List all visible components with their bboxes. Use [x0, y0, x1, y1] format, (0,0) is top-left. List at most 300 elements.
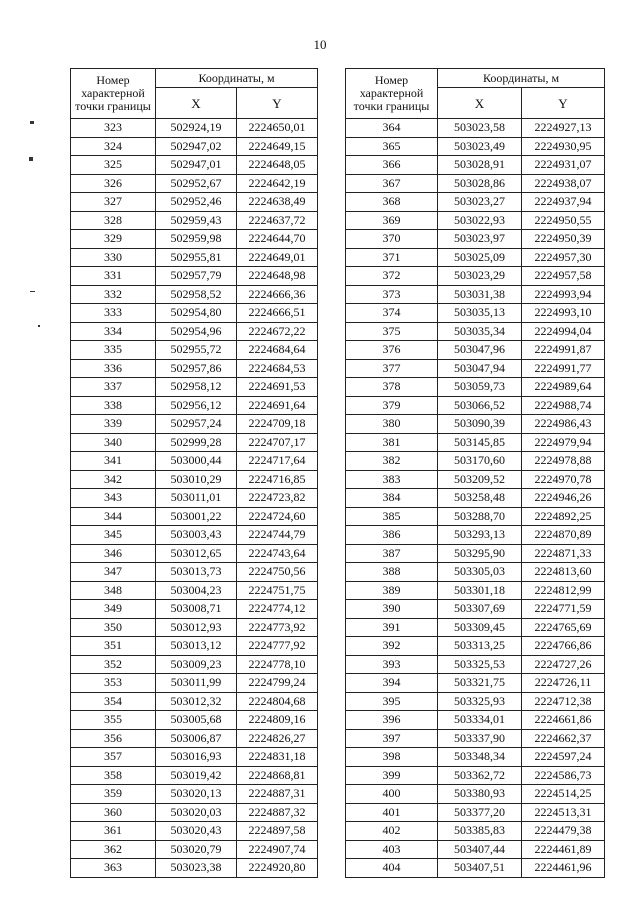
x-coordinate-cell: 502955,72 [156, 341, 237, 360]
point-number-cell: 350 [71, 618, 156, 637]
x-coordinate-cell: 503407,51 [438, 859, 522, 878]
table-row [71, 396, 318, 415]
x-coordinate-cell: 503012,32 [156, 692, 237, 711]
point-number-cell: 360 [71, 803, 156, 822]
y-coordinate-cell: 2224938,07 [522, 174, 605, 193]
y-coordinate-cell: 2224724,60 [237, 507, 318, 526]
point-number-cell: 374 [346, 304, 438, 323]
table-row [71, 600, 318, 619]
point-number-cell: 341 [71, 452, 156, 471]
point-number-cell: 357 [71, 748, 156, 767]
point-number-cell: 346 [71, 544, 156, 563]
y-coordinate-cell: 2224723,82 [237, 489, 318, 508]
x-coordinate-cell: 503023,49 [438, 137, 522, 156]
point-number-cell: 382 [346, 452, 438, 471]
x-coordinate-cell: 503020,13 [156, 785, 237, 804]
point-number-cell: 387 [346, 544, 438, 563]
x-coordinate-cell: 503028,91 [438, 156, 522, 175]
table-row [346, 341, 605, 360]
table-row [346, 304, 605, 323]
table-row [71, 711, 318, 730]
y-coordinate-cell: 2224826,27 [237, 729, 318, 748]
x-coordinate-cell: 502999,28 [156, 433, 237, 452]
table-row [346, 322, 605, 341]
y-coordinate-cell: 2224930,95 [522, 137, 605, 156]
point-number-cell: 337 [71, 378, 156, 397]
y-coordinate-cell: 2224927,13 [522, 119, 605, 138]
y-coordinate-cell: 2224991,77 [522, 359, 605, 378]
x-coordinate-cell: 503209,52 [438, 470, 522, 489]
x-coordinate-cell: 502957,79 [156, 267, 237, 286]
y-coordinate-cell: 2224642,19 [237, 174, 318, 193]
point-number-cell: 366 [346, 156, 438, 175]
y-coordinate-cell: 2224648,05 [237, 156, 318, 175]
x-coordinate-cell: 503001,22 [156, 507, 237, 526]
point-number-cell: 323 [71, 119, 156, 138]
table-row [346, 748, 605, 767]
y-coordinate-cell: 2224970,78 [522, 470, 605, 489]
table-row [71, 211, 318, 230]
y-coordinate-cell: 2224978,88 [522, 452, 605, 471]
table-row [71, 544, 318, 563]
y-coordinate-cell: 2224957,58 [522, 267, 605, 286]
x-coordinate-cell: 503020,03 [156, 803, 237, 822]
x-coordinate-cell: 503321,75 [438, 674, 522, 693]
y-coordinate-cell: 2224988,74 [522, 396, 605, 415]
point-number-cell: 362 [71, 840, 156, 859]
y-coordinate-cell: 2224831,18 [237, 748, 318, 767]
x-coordinate-cell: 503011,99 [156, 674, 237, 693]
point-number-cell: 403 [346, 840, 438, 859]
table-row [71, 322, 318, 341]
x-coordinate-cell: 503145,85 [438, 433, 522, 452]
x-coordinate-cell: 503313,25 [438, 637, 522, 656]
y-coordinate-cell: 2224638,49 [237, 193, 318, 212]
x-coordinate-cell: 503010,29 [156, 470, 237, 489]
y-coordinate-cell: 2224649,01 [237, 248, 318, 267]
x-coordinate-cell: 503004,23 [156, 581, 237, 600]
x-coordinate-cell: 503377,20 [438, 803, 522, 822]
x-coordinate-cell: 503012,93 [156, 618, 237, 637]
table-row [346, 396, 605, 415]
point-number-cell: 404 [346, 859, 438, 878]
table-row [71, 803, 318, 822]
table-row [71, 692, 318, 711]
y-coordinate-cell: 2224765,69 [522, 618, 605, 637]
y-coordinate-cell: 2224666,36 [237, 285, 318, 304]
y-coordinate-cell: 2224712,38 [522, 692, 605, 711]
table-row [346, 766, 605, 785]
header-y: Y [522, 88, 605, 119]
table-row [346, 359, 605, 378]
point-number-cell: 332 [71, 285, 156, 304]
point-number-cell: 399 [346, 766, 438, 785]
x-coordinate-cell: 503066,52 [438, 396, 522, 415]
table-row [71, 248, 318, 267]
table-row [346, 637, 605, 656]
point-number-cell: 361 [71, 822, 156, 841]
table-row [71, 470, 318, 489]
x-coordinate-cell: 503334,01 [438, 711, 522, 730]
x-coordinate-cell: 502954,80 [156, 304, 237, 323]
x-coordinate-cell: 503380,93 [438, 785, 522, 804]
point-number-cell: 394 [346, 674, 438, 693]
y-coordinate-cell: 2224950,55 [522, 211, 605, 230]
table-row [346, 489, 605, 508]
y-coordinate-cell: 2224887,32 [237, 803, 318, 822]
point-number-cell: 401 [346, 803, 438, 822]
table-row [71, 637, 318, 656]
point-number-cell: 347 [71, 563, 156, 582]
y-coordinate-cell: 2224937,94 [522, 193, 605, 212]
y-coordinate-cell: 2224684,64 [237, 341, 318, 360]
x-coordinate-cell: 502956,12 [156, 396, 237, 415]
x-coordinate-cell: 503301,18 [438, 581, 522, 600]
x-coordinate-cell: 503023,97 [438, 230, 522, 249]
x-coordinate-cell: 502957,24 [156, 415, 237, 434]
x-coordinate-cell: 502955,81 [156, 248, 237, 267]
y-coordinate-cell: 2224771,59 [522, 600, 605, 619]
table-row [346, 137, 605, 156]
header-y: Y [237, 88, 318, 119]
table-row [71, 618, 318, 637]
point-number-cell: 333 [71, 304, 156, 323]
table-row [346, 822, 605, 841]
x-coordinate-cell: 503000,44 [156, 452, 237, 471]
x-coordinate-cell: 502958,12 [156, 378, 237, 397]
table-row [71, 378, 318, 397]
table-row [346, 600, 605, 619]
point-number-cell: 376 [346, 341, 438, 360]
page-number: 10 [313, 37, 327, 52]
x-coordinate-cell: 502959,98 [156, 230, 237, 249]
point-number-cell: 326 [71, 174, 156, 193]
table-row [71, 655, 318, 674]
point-number-cell: 334 [71, 322, 156, 341]
table-row [71, 822, 318, 841]
x-coordinate-cell: 503307,69 [438, 600, 522, 619]
scan-mark [30, 291, 35, 292]
table-row [71, 193, 318, 212]
x-coordinate-cell: 502954,96 [156, 322, 237, 341]
x-coordinate-cell: 503008,71 [156, 600, 237, 619]
header-point-number: Номер характерной точки границы [71, 69, 156, 119]
point-number-cell: 392 [346, 637, 438, 656]
point-number-cell: 375 [346, 322, 438, 341]
y-coordinate-cell: 2224871,33 [522, 544, 605, 563]
x-coordinate-cell: 503325,93 [438, 692, 522, 711]
table-row [346, 230, 605, 249]
point-number-cell: 371 [346, 248, 438, 267]
table-row [346, 711, 605, 730]
y-coordinate-cell: 2224597,24 [522, 748, 605, 767]
table-row [346, 285, 605, 304]
y-coordinate-cell: 2224777,92 [237, 637, 318, 656]
point-number-cell: 380 [346, 415, 438, 434]
point-number-cell: 327 [71, 193, 156, 212]
point-number-cell: 383 [346, 470, 438, 489]
y-coordinate-cell: 2224648,98 [237, 267, 318, 286]
table-row [71, 230, 318, 249]
table-row [346, 840, 605, 859]
table-row [71, 489, 318, 508]
table-row [346, 618, 605, 637]
y-coordinate-cell: 2224993,94 [522, 285, 605, 304]
x-coordinate-cell: 503020,79 [156, 840, 237, 859]
header-point-number: Номер характерной точки границы [346, 69, 438, 119]
table-row [346, 581, 605, 600]
point-number-cell: 339 [71, 415, 156, 434]
table-row [346, 248, 605, 267]
table-row [346, 119, 605, 138]
y-coordinate-cell: 2224751,75 [237, 581, 318, 600]
y-coordinate-cell: 2224672,22 [237, 322, 318, 341]
point-number-cell: 377 [346, 359, 438, 378]
x-coordinate-cell: 503305,03 [438, 563, 522, 582]
table-body [71, 119, 318, 878]
point-number-cell: 358 [71, 766, 156, 785]
y-coordinate-cell: 2224950,39 [522, 230, 605, 249]
y-coordinate-cell: 2224727,26 [522, 655, 605, 674]
point-number-cell: 325 [71, 156, 156, 175]
table-row [346, 729, 605, 748]
point-number-cell: 354 [71, 692, 156, 711]
y-coordinate-cell: 2224986,43 [522, 415, 605, 434]
point-number-cell: 344 [71, 507, 156, 526]
x-coordinate-cell: 503013,12 [156, 637, 237, 656]
point-number-cell: 331 [71, 267, 156, 286]
point-number-cell: 328 [71, 211, 156, 230]
x-coordinate-cell: 503023,38 [156, 859, 237, 878]
y-coordinate-cell: 2224946,26 [522, 489, 605, 508]
header-coordinates: Координаты, м [438, 69, 605, 88]
point-number-cell: 388 [346, 563, 438, 582]
point-number-cell: 391 [346, 618, 438, 637]
point-number-cell: 389 [346, 581, 438, 600]
y-coordinate-cell: 2224979,94 [522, 433, 605, 452]
x-coordinate-cell: 503059,73 [438, 378, 522, 397]
x-coordinate-cell: 503019,42 [156, 766, 237, 785]
y-coordinate-cell: 2224637,72 [237, 211, 318, 230]
x-coordinate-cell: 503022,93 [438, 211, 522, 230]
point-number-cell: 338 [71, 396, 156, 415]
y-coordinate-cell: 2224887,31 [237, 785, 318, 804]
table-row [71, 415, 318, 434]
point-number-cell: 363 [71, 859, 156, 878]
table-row [71, 156, 318, 175]
table-row [71, 433, 318, 452]
x-coordinate-cell: 503295,90 [438, 544, 522, 563]
table-row [346, 452, 605, 471]
x-coordinate-cell: 503170,60 [438, 452, 522, 471]
header-x: X [156, 88, 237, 119]
x-coordinate-cell: 503009,23 [156, 655, 237, 674]
y-coordinate-cell: 2224717,64 [237, 452, 318, 471]
y-coordinate-cell: 2224744,79 [237, 526, 318, 545]
point-number-cell: 379 [346, 396, 438, 415]
y-coordinate-cell: 2224920,80 [237, 859, 318, 878]
table-row [71, 174, 318, 193]
y-coordinate-cell: 2224716,85 [237, 470, 318, 489]
y-coordinate-cell: 2224773,92 [237, 618, 318, 637]
x-coordinate-cell: 503005,68 [156, 711, 237, 730]
x-coordinate-cell: 503090,39 [438, 415, 522, 434]
table-row [71, 674, 318, 693]
y-coordinate-cell: 2224868,81 [237, 766, 318, 785]
table-row [346, 470, 605, 489]
point-number-cell: 345 [71, 526, 156, 545]
table-row [71, 729, 318, 748]
table-row [346, 655, 605, 674]
point-number-cell: 365 [346, 137, 438, 156]
x-coordinate-cell: 502959,43 [156, 211, 237, 230]
table-row [346, 507, 605, 526]
y-coordinate-cell: 2224662,37 [522, 729, 605, 748]
x-coordinate-cell: 503362,72 [438, 766, 522, 785]
point-number-cell: 342 [71, 470, 156, 489]
x-coordinate-cell: 502952,46 [156, 193, 237, 212]
table-row [346, 211, 605, 230]
x-coordinate-cell: 503006,87 [156, 729, 237, 748]
y-coordinate-cell: 2224766,86 [522, 637, 605, 656]
x-coordinate-cell: 503337,90 [438, 729, 522, 748]
point-number-cell: 400 [346, 785, 438, 804]
y-coordinate-cell: 2224809,16 [237, 711, 318, 730]
table-row [346, 193, 605, 212]
point-number-cell: 351 [71, 637, 156, 656]
table-row [346, 267, 605, 286]
table-row [71, 452, 318, 471]
point-number-cell: 349 [71, 600, 156, 619]
x-coordinate-cell: 503023,58 [438, 119, 522, 138]
y-coordinate-cell: 2224513,31 [522, 803, 605, 822]
x-coordinate-cell: 503325,53 [438, 655, 522, 674]
table-row [71, 766, 318, 785]
x-coordinate-cell: 503028,86 [438, 174, 522, 193]
y-coordinate-cell: 2224644,70 [237, 230, 318, 249]
x-coordinate-cell: 503003,43 [156, 526, 237, 545]
point-number-cell: 364 [346, 119, 438, 138]
y-coordinate-cell: 2224989,64 [522, 378, 605, 397]
x-coordinate-cell: 503023,29 [438, 267, 522, 286]
point-number-cell: 386 [346, 526, 438, 545]
x-coordinate-cell: 503385,83 [438, 822, 522, 841]
point-number-cell: 343 [71, 489, 156, 508]
x-coordinate-cell: 503025,09 [438, 248, 522, 267]
y-coordinate-cell: 2224907,74 [237, 840, 318, 859]
y-coordinate-cell: 2224799,24 [237, 674, 318, 693]
coordinates-table-left [70, 68, 318, 878]
x-coordinate-cell: 503348,34 [438, 748, 522, 767]
table-row [71, 785, 318, 804]
table-row [346, 785, 605, 804]
x-coordinate-cell: 503047,96 [438, 341, 522, 360]
point-number-cell: 356 [71, 729, 156, 748]
point-number-cell: 378 [346, 378, 438, 397]
y-coordinate-cell: 2224649,15 [237, 137, 318, 156]
x-coordinate-cell: 503258,48 [438, 489, 522, 508]
table-row [346, 803, 605, 822]
scan-mark [29, 157, 33, 161]
y-coordinate-cell: 2224993,10 [522, 304, 605, 323]
table-row [71, 507, 318, 526]
y-coordinate-cell: 2224479,38 [522, 822, 605, 841]
point-number-cell: 368 [346, 193, 438, 212]
scan-mark [38, 325, 40, 327]
y-coordinate-cell: 2224774,12 [237, 600, 318, 619]
point-number-cell: 355 [71, 711, 156, 730]
table-row [71, 267, 318, 286]
x-coordinate-cell: 503023,27 [438, 193, 522, 212]
y-coordinate-cell: 2224994,04 [522, 322, 605, 341]
scan-mark [30, 121, 34, 124]
point-number-cell: 395 [346, 692, 438, 711]
table-row [346, 174, 605, 193]
point-number-cell: 370 [346, 230, 438, 249]
y-coordinate-cell: 2224586,73 [522, 766, 605, 785]
y-coordinate-cell: 2224812,99 [522, 581, 605, 600]
y-coordinate-cell: 2224461,96 [522, 859, 605, 878]
header-coordinates: Координаты, м [156, 69, 318, 88]
x-coordinate-cell: 503011,01 [156, 489, 237, 508]
y-coordinate-cell: 2224514,25 [522, 785, 605, 804]
table-row [346, 526, 605, 545]
y-coordinate-cell: 2224707,17 [237, 433, 318, 452]
point-number-cell: 393 [346, 655, 438, 674]
table-row [71, 359, 318, 378]
x-coordinate-cell: 503047,94 [438, 359, 522, 378]
table-row [346, 156, 605, 175]
x-coordinate-cell: 503407,44 [438, 840, 522, 859]
x-coordinate-cell: 502957,86 [156, 359, 237, 378]
point-number-cell: 385 [346, 507, 438, 526]
table-row [71, 526, 318, 545]
table-row [71, 341, 318, 360]
point-number-cell: 398 [346, 748, 438, 767]
y-coordinate-cell: 2224750,56 [237, 563, 318, 582]
x-coordinate-cell: 503020,43 [156, 822, 237, 841]
y-coordinate-cell: 2224691,64 [237, 396, 318, 415]
table-row [346, 433, 605, 452]
point-number-cell: 372 [346, 267, 438, 286]
header-x: X [438, 88, 522, 119]
y-coordinate-cell: 2224461,89 [522, 840, 605, 859]
point-number-cell: 329 [71, 230, 156, 249]
table-row [71, 859, 318, 878]
table-row [71, 840, 318, 859]
y-coordinate-cell: 2224778,10 [237, 655, 318, 674]
x-coordinate-cell: 502924,19 [156, 119, 237, 138]
y-coordinate-cell: 2224726,11 [522, 674, 605, 693]
point-number-cell: 369 [346, 211, 438, 230]
x-coordinate-cell: 503012,65 [156, 544, 237, 563]
y-coordinate-cell: 2224650,01 [237, 119, 318, 138]
x-coordinate-cell: 503031,38 [438, 285, 522, 304]
point-number-cell: 390 [346, 600, 438, 619]
point-number-cell: 336 [71, 359, 156, 378]
y-coordinate-cell: 2224691,53 [237, 378, 318, 397]
point-number-cell: 381 [346, 433, 438, 452]
point-number-cell: 373 [346, 285, 438, 304]
y-coordinate-cell: 2224709,18 [237, 415, 318, 434]
point-number-cell: 352 [71, 655, 156, 674]
x-coordinate-cell: 503309,45 [438, 618, 522, 637]
y-coordinate-cell: 2224897,58 [237, 822, 318, 841]
x-coordinate-cell: 502947,01 [156, 156, 237, 175]
table-row [71, 285, 318, 304]
table-row [346, 692, 605, 711]
table-row [71, 119, 318, 138]
